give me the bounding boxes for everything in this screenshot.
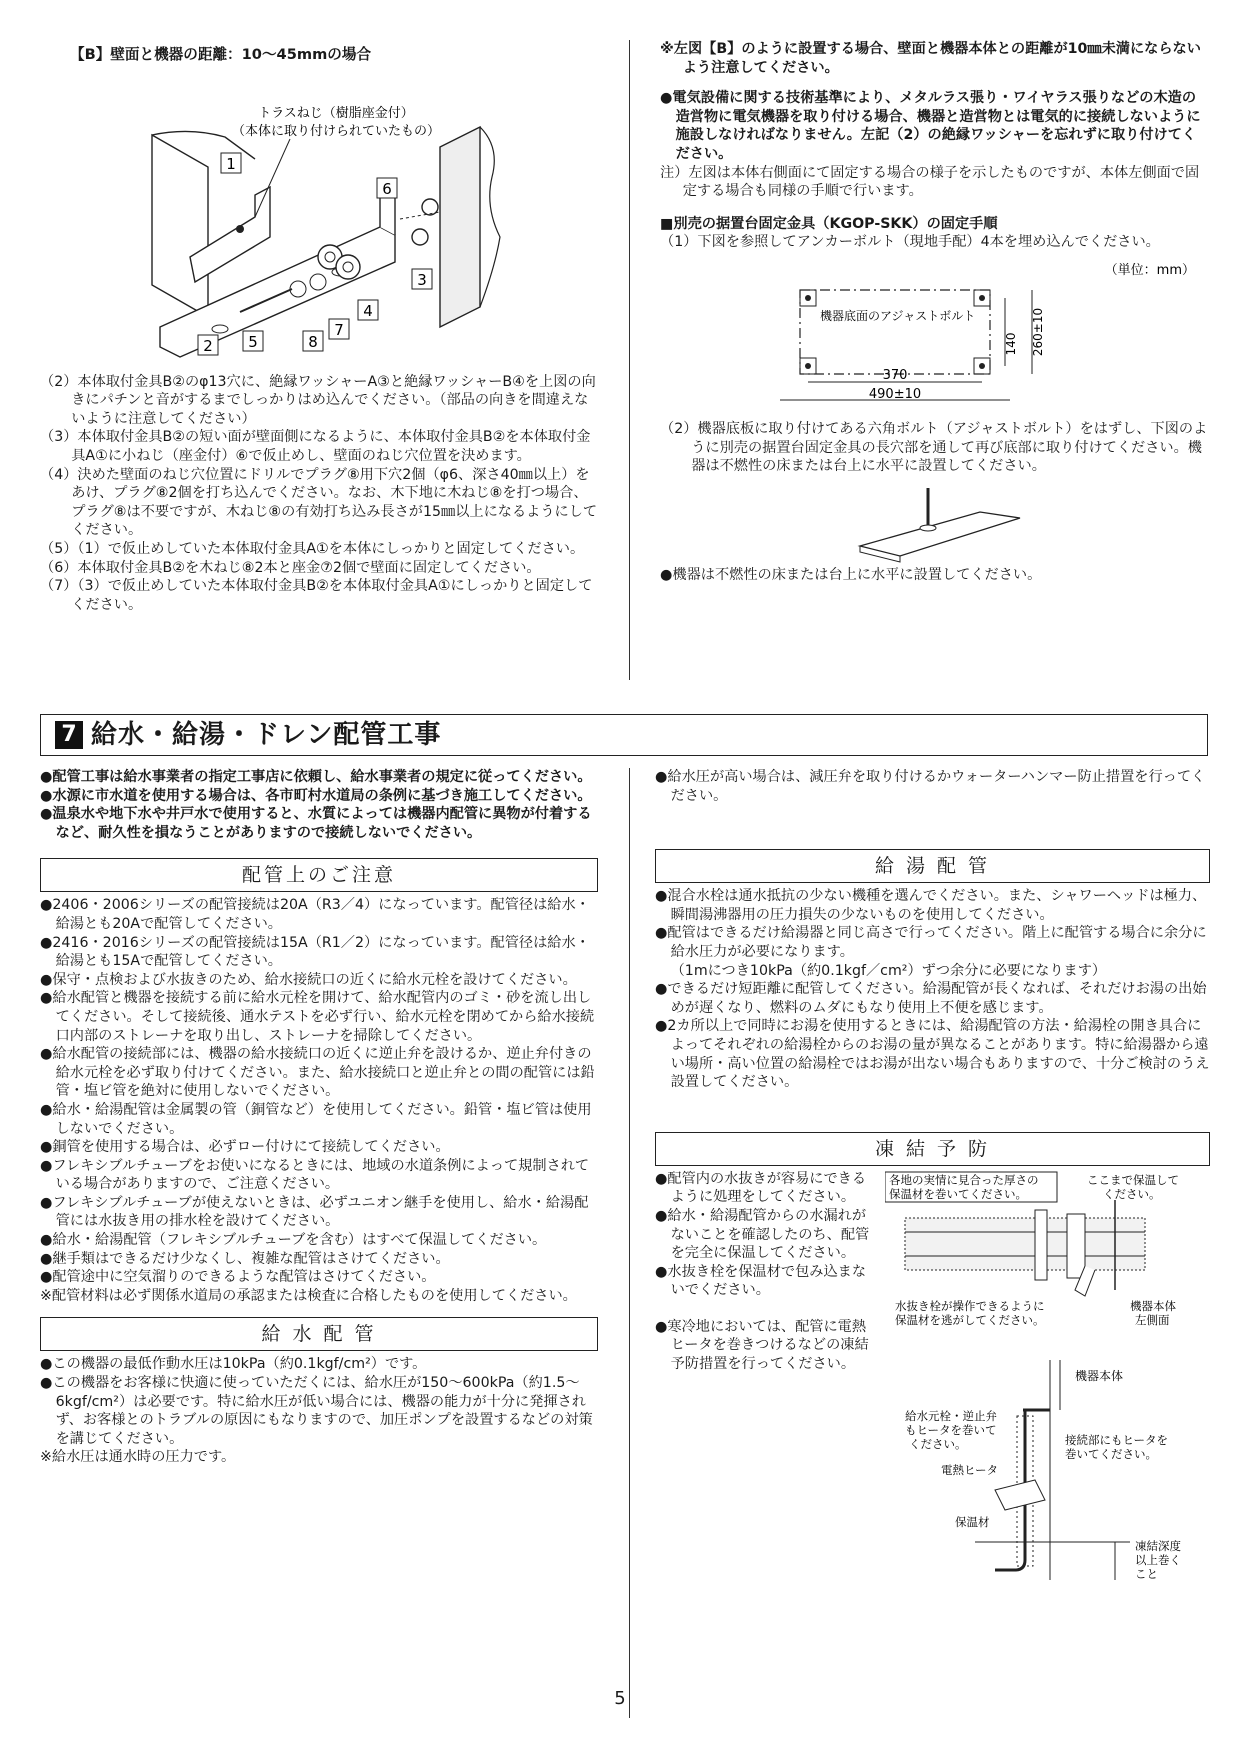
hot-item: ●2カ所以上で同時にお湯を使用するときには、給湯配管の方法・給湯栓の開き具合によってそれぞれの給湯栓からのお湯の量が異なることがあります。特に給湯器から遠い場所・高い位置の給湯栓ではお湯が出ない場合もありますので、十分ご検討のうえ設置してください。 xyxy=(655,1018,1210,1091)
fig1-label-b2: 保温材を逃がしてください。 xyxy=(895,1312,1045,1327)
fig1-label-s1: 機器本体 xyxy=(1130,1298,1176,1313)
fig1-label-l2: 保温材を巻いてください。 xyxy=(889,1186,1027,1201)
water-supply-heading: 給 水 配 管 xyxy=(40,1317,598,1351)
fig1-label-b1: 水抜き栓が操作できるように xyxy=(895,1298,1045,1313)
dim-260: 260±10 xyxy=(1031,307,1045,357)
fixing-step-1: （1）下図を参照してアンカーボルト（現地手配）4本を埋め込んでください。 xyxy=(660,234,1160,251)
bold-bullet-1: ●配管工事は給水事業者の指定工事店に依頼し、給水事業者の規定に従ってください。 xyxy=(40,769,592,785)
supply-item: ●この機器の最低作動水圧は10kPa（約0.1kgf/cm²）です。 xyxy=(40,1356,427,1373)
freeze-prevention-heading: 凍 結 予 防 xyxy=(655,1132,1210,1166)
bottom-left-column xyxy=(40,768,598,1467)
fig-num-8: 8 xyxy=(308,332,318,351)
caution-item: ●給水・給湯配管（フレキシブルチューブを含む）はすべて保温してください。 xyxy=(40,1232,547,1249)
fig-label-attached: （本体に取り付けられていたもの） xyxy=(231,123,441,139)
fig2-body: 機器本体 xyxy=(1075,1368,1124,1383)
fig2-d2: 以上巻く xyxy=(1135,1552,1181,1567)
fig-num-2: 2 xyxy=(203,336,213,355)
step-6: （6）本体取付金具B②を木ねじ⑧2本と座金⑦2個で壁面に固定してください。 xyxy=(40,559,541,576)
caution-item: ※配管材料は必ず関係水道局の承認または検査に合格したものを使用してください。 xyxy=(40,1287,577,1304)
section-number: 7 xyxy=(55,721,83,749)
caution-item: ●給水配管と機器を接続する前に給水元栓を開けて、給水配管内のゴミ・砂を流し出してください。そして接続後、通水テストを必ず行い、給水元栓を閉めてから給水接続口内部のストレーナを取り出し、ストレーナを掃除してください。 xyxy=(40,990,595,1044)
caution-item: ●継手類はできるだけ少なくし、複雑な配管はさけてください。 xyxy=(40,1250,450,1267)
step-5: （5）（1）で仮止めしていた本体取付金具A①を本体にしっかりと固定してください。 xyxy=(40,540,585,557)
fixing-procedure-title: ■別売の据置台固定金具（KGOP-SKK）の固定手順 xyxy=(660,215,998,232)
fixing-step-2: （2）機器底板に取り付けてある六角ボルト（アジャストボルト）をはずし、下図のように別売の据置台固定金具の長穴部を通して再び底部に取り付けてください。機器は不燃性の床または台上に水平に設置してください。 xyxy=(660,420,1208,475)
caution-item: ●銅管を使用する場合は、必ずロー付けにて接続してください。 xyxy=(40,1139,450,1156)
fig-num-4: 4 xyxy=(363,301,373,320)
nonflammable-note: ●機器は不燃性の床または台上に水平に設置してください。 xyxy=(660,566,1042,583)
step-2: （2）本体取付金具B②のφ13穴に、絶縁ワッシャーA③と絶縁ワッシャーB④を上図の向きにパチンと音がするまでしっかりはめ込んでください。（部品の向きを間違えないように注意してください） xyxy=(40,373,596,427)
top-left-column xyxy=(40,40,600,614)
freeze-item: ●配管内の水抜きが容易にできるように処理をしてください。 xyxy=(655,1170,867,1206)
fig1-label-r1: ここまで保温して xyxy=(1087,1172,1179,1187)
caution-item: ●フレキシブルチューブが使えないときは、必ずユニオン継手を使用し、給水・給湯配管には水抜き用の排水栓を設けてください。 xyxy=(40,1194,589,1230)
supply-note: ※給水圧は通水時の圧力です。 xyxy=(40,1449,236,1466)
unit-label: （単位：mm） xyxy=(1104,262,1195,278)
adjust-bolt-label: 機器底面のアジャストボルト xyxy=(820,308,976,323)
fig2-heater: 電熱ヒータ xyxy=(941,1462,999,1477)
fig2-d3: こと xyxy=(1135,1566,1158,1581)
fig1-label-l1: 各地の実情に見合った厚さの xyxy=(889,1172,1039,1187)
side-note: 注）左図は本体右側面にて固定する場合の様子を示したものですが、本体左側面で固定する場合も同様の手順で行います。 xyxy=(660,164,1200,200)
fig-label-truss-screw: トラスねじ（樹脂座金付） xyxy=(258,105,414,121)
fig2-c1: 接続部にもヒータを xyxy=(1065,1432,1169,1447)
fig2-insulation: 保温材 xyxy=(955,1514,990,1529)
hot-item-sub: （1mにつき10kPa（約0.1kgf／cm²）ずつ余分に必要になります） xyxy=(670,962,1107,979)
fig2-a1: 給水元栓・逆止弁 xyxy=(905,1408,997,1423)
column-divider-top xyxy=(629,40,630,680)
page-number: 5 xyxy=(614,1688,626,1709)
hot-item: ●できるだけ短距離に配管してください。給湯配管が長くなれば、それだけお湯の出始めが遅くなり、燃料のムダにもなり使用上不便を感じます。 xyxy=(655,981,1207,1016)
fig1-label-s2: 左側面 xyxy=(1135,1312,1170,1327)
freeze-item: ●寒冷地においては、配管に電熱ヒータを巻きつけるなどの凍結予防措置を行ってください。 xyxy=(655,1318,869,1373)
step-7: （7）（3）で仮止めしていた本体取付金具B②を本体取付金具A①にしっかりと固定してください。 xyxy=(40,578,593,613)
caution-item: ●フレキシブルチューブをお使いになるときには、地域の水道条例によって規制されている場合がありますので、ご注意ください。 xyxy=(40,1157,590,1193)
caution-item: ●給水・給湯配管は金属製の管（銅管など）を使用してください。鉛管・塩ビ管は使用しないでください。 xyxy=(40,1101,592,1137)
caution-item: ●配管途中に空気溜りのできるような配管はさけてください。 xyxy=(40,1269,436,1286)
pressure-note: ●給水圧が高い場合は、減圧弁を取り付けるかウォーターハンマー防止措置を行ってください。 xyxy=(655,769,1206,804)
fig-num-6: 6 xyxy=(382,179,392,198)
fig-num-3: 3 xyxy=(417,270,427,289)
caution-item: ●2406・2006シリーズの配管接続は20A（R3／4）になっています。配管径は給水・給湯とも20Aで配管してください。 xyxy=(40,897,590,932)
caution-item: ●2416・2016シリーズの配管接続は15A（R1／2）になっています。配管径は給水・給湯とも15Aで配管してください。 xyxy=(40,934,590,970)
caution-item: ●給水配管の接続部には、機器の給水接続口の近くに逆止弁を設けるか、逆止弁付きの給水元栓を必ず取り付けてください。また、給水接続口と逆止弁との間の配管には鉛管・塩ビ管を絶対に使用しないでください。 xyxy=(40,1046,595,1100)
freeze-item: ●水抜き栓を保温材で包み込まないでください。 xyxy=(655,1263,867,1299)
caution-list xyxy=(40,896,598,1305)
top-right-column xyxy=(660,40,1208,584)
adjust-bolt-figure xyxy=(660,476,1208,566)
column-divider-bottom xyxy=(629,768,630,1718)
hot-item: ●配管はできるだけ給湯器と同じ高さで行ってください。階上に配管する場合に余分に給水圧力が必要になります。 xyxy=(655,925,1207,960)
figure-caption-b: 【B】壁面と機器の距離：10〜45mmの場合 xyxy=(70,46,372,63)
fig2-a3: ください。 xyxy=(909,1436,967,1451)
hot-item: ●混合水栓は通水抵抗の少ない機種を選んでください。また、シャワーヘッドは極力、瞬間湯沸器用の圧力損失の少ないものを使用してください。 xyxy=(655,888,1207,923)
step-3: （3）本体取付金具B②の短い面が壁面側になるように、本体取付金具B②を本体取付金具A①に小ねじ（座金付）⑥で仮止めし、壁面のねじ穴位置を決めます。 xyxy=(40,429,591,464)
fig1-label-r2: ください。 xyxy=(1103,1186,1161,1201)
dim-490: 490±10 xyxy=(868,386,922,402)
section-heading: 給水・給湯・ドレン配管工事 xyxy=(91,720,442,750)
step-4: （4）決めた壁面のねじ穴位置にドリルでプラグ⑧用下穴2個（φ6、深さ40㎜以上）をあけ、プラグ⑧2個を打ち込んでください。なお、木下地に木ねじ⑧を打つ場合、プラグ⑧は不要ですが、木ねじ⑧の有効打ち込み長さが15㎜以上になるようにしてください。 xyxy=(40,466,598,539)
distance-note: ※左図【B】のように設置する場合、壁面と機器本体との距離が10㎜未満にならないよう注意してください。 xyxy=(660,41,1201,76)
fig-num-1: 1 xyxy=(226,154,236,173)
caution-item: ●保守・点検および水抜きのため、給水接続口の近くに給水元栓を設けてください。 xyxy=(40,971,577,988)
freeze-item: ●給水・給湯配管からの水漏れがないことを確認したのち、配管を完全に保温してください。 xyxy=(655,1207,870,1262)
hot-water-heading: 給 湯 配 管 xyxy=(655,849,1210,883)
supply-item: ●この機器をお客様に快適に使っていただくには、給水圧が150〜600kPa（約1.5〜6kgf/cm²）は必要です。特に給水圧が低い場合には、機器の能力が十分に発揮されず、お客様とのトラブルの原因にもなりますので、加圧ポンプを設置するなどの対策を講じてください。 xyxy=(40,1375,593,1447)
section-7-title xyxy=(40,714,1208,756)
bottom-right-column xyxy=(655,768,1210,1590)
fig2-d1: 凍結深度 xyxy=(1135,1538,1181,1553)
bold-bullet-2: ●水源に市水道を使用する場合は、各市町村水道局の条例に基づき施工してください。 xyxy=(40,787,592,804)
fig-num-5: 5 xyxy=(248,332,258,351)
fig2-c2: 巻いてください。 xyxy=(1065,1446,1157,1461)
piping-caution-heading: 配管上のご注意 xyxy=(40,858,598,892)
anchor-bolt-figure xyxy=(660,252,1208,412)
dim-370: 370 xyxy=(882,367,908,383)
bold-bullet-3: ●温泉水や地下水や井戸水で使用すると、水質によっては機器内配管に異物が付着するなど、耐久性を損なうことがありますので接続しないでください。 xyxy=(40,806,592,841)
fig-num-7: 7 xyxy=(334,320,344,339)
bracket-figure xyxy=(40,67,600,367)
freeze-figures xyxy=(885,1170,1210,1590)
electrical-bullet: ●電気設備に関する技術基準により、メタルラス張り・ワイヤラス張りなどの木造の造営物に電気機器を取り付ける場合、機器と造営物とは電気的に接続しないように施設しなければなりません。左記（2）の絶縁ワッシャーを忘れずに取り付けてください。 xyxy=(660,90,1201,162)
dim-140: 140 xyxy=(1004,332,1018,356)
fig2-a2: もヒータを巻いて xyxy=(905,1422,997,1437)
